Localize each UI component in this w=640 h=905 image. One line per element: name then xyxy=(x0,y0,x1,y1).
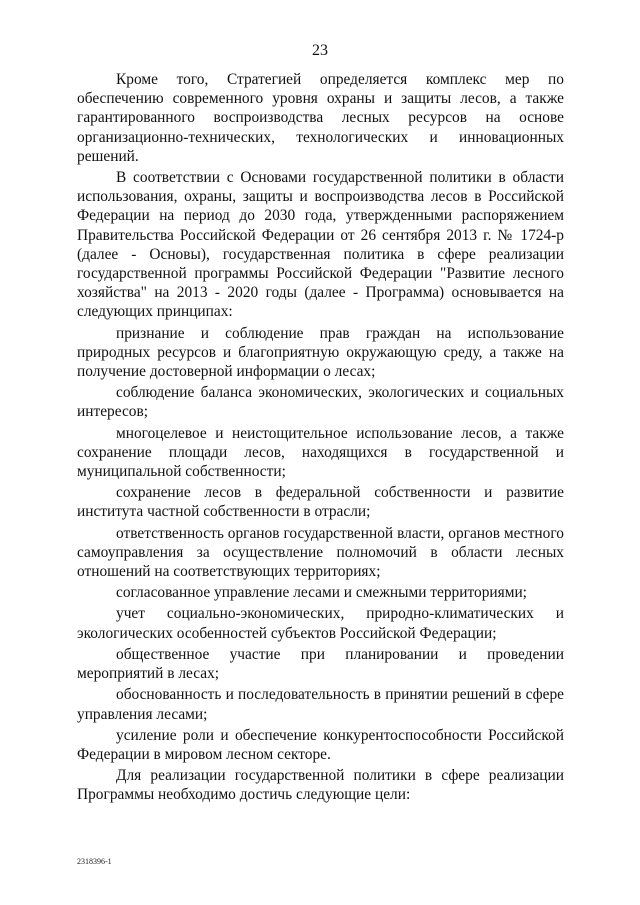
paragraph: признание и соблюдение прав граждан на использование природных ресурсов и благоприятную окружающую среду, а также на получение достоверной информации о лесах; xyxy=(77,324,564,381)
paragraph: обоснованность и последовательность в принятии решений в сфере управления лесами; xyxy=(77,686,564,723)
paragraph: Кроме того, Стратегией определяется комплекс мер по обеспечению современного уровня охраны и защиты лесов, а также гарантированного воспроизводства лесных ресурсов на основе организационно-технических, технологических и инновационных решений. xyxy=(77,71,564,165)
page-number: 23 xyxy=(312,42,328,59)
paragraph: ответственность органов государственной власти, органов местного самоуправления за осуществление полномочий в области лесных отношений на соответствующих территориях; xyxy=(77,524,564,581)
document-code: 2318396-1 xyxy=(77,857,112,866)
paragraph: соблюдение баланса экономических, экологических и социальных интересов; xyxy=(77,384,564,421)
paragraph: общественное участие при планировании и проведении мероприятий в лесах; xyxy=(77,645,564,683)
paragraph: сохранение лесов в федеральной собственности и развитие института частной собственности в отрасли; xyxy=(77,484,564,521)
paragraph: В соответствии с Основами государственной политики в области использования, охраны, защиты и воспроизводства лесов в Российской Федерации на период до 2030 года, утвержденными распоряжением Правительства Российской Федерации от 26 сентября 2013 г. № 1724-р (далее - Основы), государственная политика в сфере реализации государственной программы Российской Федерации "Развитие лесного хозяйства" на 2013 - 2020 годы (далее - Программа) основывается на следующих принципах: xyxy=(77,169,564,321)
paragraph: учет социально-экономических, природно-климатических и экологических особенностей субъектов Российской Федерации; xyxy=(77,605,564,642)
paragraph: согласованное управление лесами и смежными территориями; xyxy=(116,584,527,602)
paragraph: многоцелевое и неистощительное использование лесов, а также сохранение площади лесов, находящихся в государственной и муниципальной собственности; xyxy=(77,424,564,481)
document-body xyxy=(77,70,564,807)
paragraph: усиление роли и обеспечение конкурентоспособности Российской Федерации в мировом лесном секторе. xyxy=(77,726,564,763)
paragraph: Для реализации государственной политики в сфере реализации Программы необходимо достичь следующие цели: xyxy=(77,767,564,804)
